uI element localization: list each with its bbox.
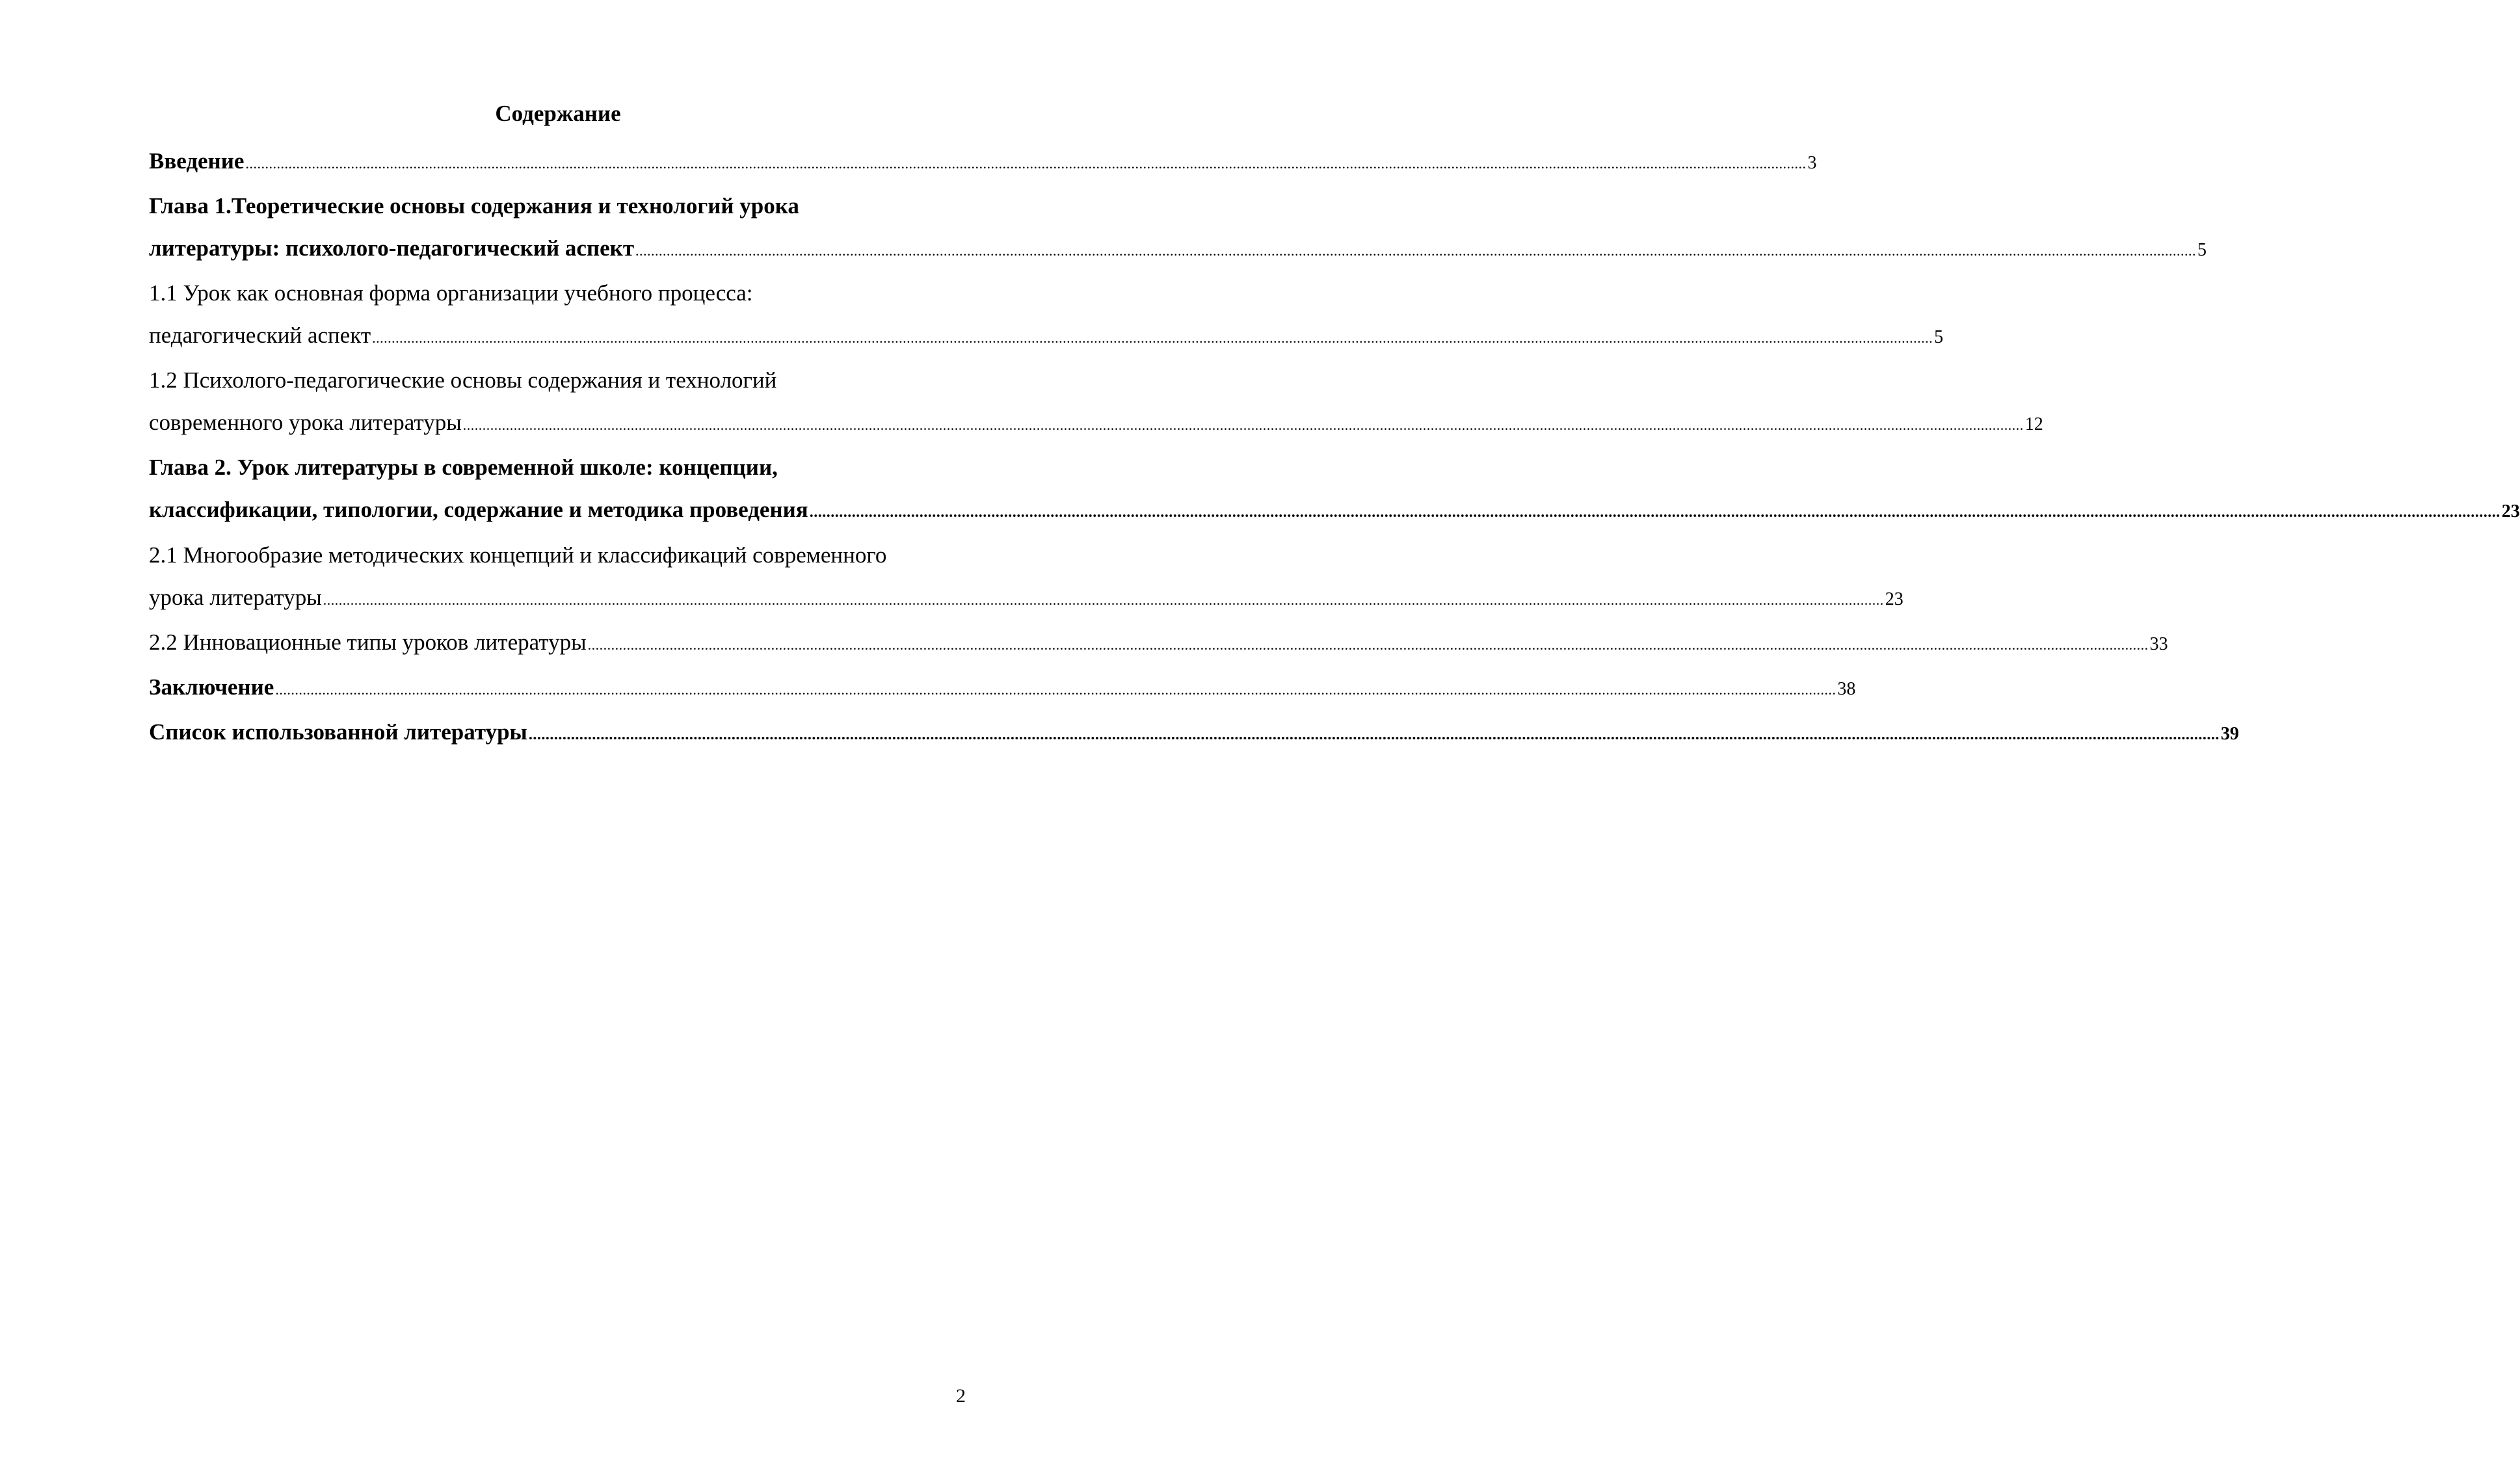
toc-entry-text: педагогический аспект [149,323,371,348]
toc-page-number: 33 [2149,634,2168,654]
toc-entry-bibliography[interactable] [149,711,2239,756]
toc-page-number: 23 [2501,501,2520,522]
toc-entry-section-2-2[interactable] [149,621,2168,666]
toc-page-number: 5 [1934,327,1944,347]
toc-entry-section-2-1[interactable] [149,534,1903,621]
toc-title: Содержание [495,101,621,126]
toc-entry-conclusion[interactable] [149,666,1856,711]
toc-entry-text: Введение [149,148,245,174]
toc-entry-intro[interactable] [149,140,1817,185]
toc-entry-text: современного урока литературы [149,410,462,435]
toc-entry-text-line: Глава 1.Теоретические основы содержания и технологий урока [149,193,799,219]
toc-entry-text: 2.2 Инновационные типы уроков литературы [149,629,587,655]
toc-leader-dots: ................................................................................................................................................................................................................................................................................................................................................................................................................ [372,330,1933,346]
toc-leader-dots: ................................................................................................................................................................................................................................................................................................................................................................................................................ [528,726,2220,743]
toc-entry-text-line: 1.2 Психолого-педагогические основы содержания и технологий [149,367,777,393]
toc-entry-chapter-1[interactable] [149,185,2207,272]
toc-entry-text: классификации, типологии, содержание и методика проведения [149,497,808,522]
toc-leader-dots: ................................................................................................................................................................................................................................................................................................................................................................................................................ [275,682,1837,698]
page-number: 2 [956,1385,966,1407]
toc-page-number: 23 [1885,589,1903,609]
toc-leader-dots: ................................................................................................................................................................................................................................................................................................................................................................................................................ [809,504,2500,521]
toc-entry-section-1-2[interactable] [149,359,2043,446]
toc-entry-chapter-2[interactable] [149,446,2520,534]
toc-leader-dots: ................................................................................................................................................................................................................................................................................................................................................................................................................ [245,155,1807,172]
toc-entry-text: урока литературы [149,585,322,610]
toc-leader-dots: ................................................................................................................................................................................................................................................................................................................................................................................................................ [635,243,2197,259]
toc-entry-text-line: 1.1 Урок как основная форма организации учебного процесса: [149,280,753,306]
toc-leader-dots: ................................................................................................................................................................................................................................................................................................................................................................................................................ [323,592,1884,608]
toc-page-number: 12 [2024,414,2043,434]
toc-leader-dots: ................................................................................................................................................................................................................................................................................................................................................................................................................ [462,417,2024,433]
toc-page-number: 5 [2197,240,2207,260]
toc-leader-dots: ................................................................................................................................................................................................................................................................................................................................................................................................................ [587,637,2149,653]
table-of-contents [149,140,2520,756]
toc-page-number: 38 [1837,679,1856,699]
toc-entry-text-line: 2.1 Многообразие методических концепций и классификаций современного [149,542,887,568]
toc-entry-text: литературы: психолого-педагогический аспект [149,235,635,261]
toc-entry-text-line: Глава 2. Урок литературы в современной школе: концепции, [149,455,778,480]
toc-entry-text: Список использованной литературы [149,719,527,745]
toc-page-number: 39 [2220,724,2239,744]
toc-entry-text: Заключение [149,674,274,700]
toc-entry-section-1-1[interactable] [149,272,1944,359]
toc-page-number: 3 [1807,153,1817,173]
